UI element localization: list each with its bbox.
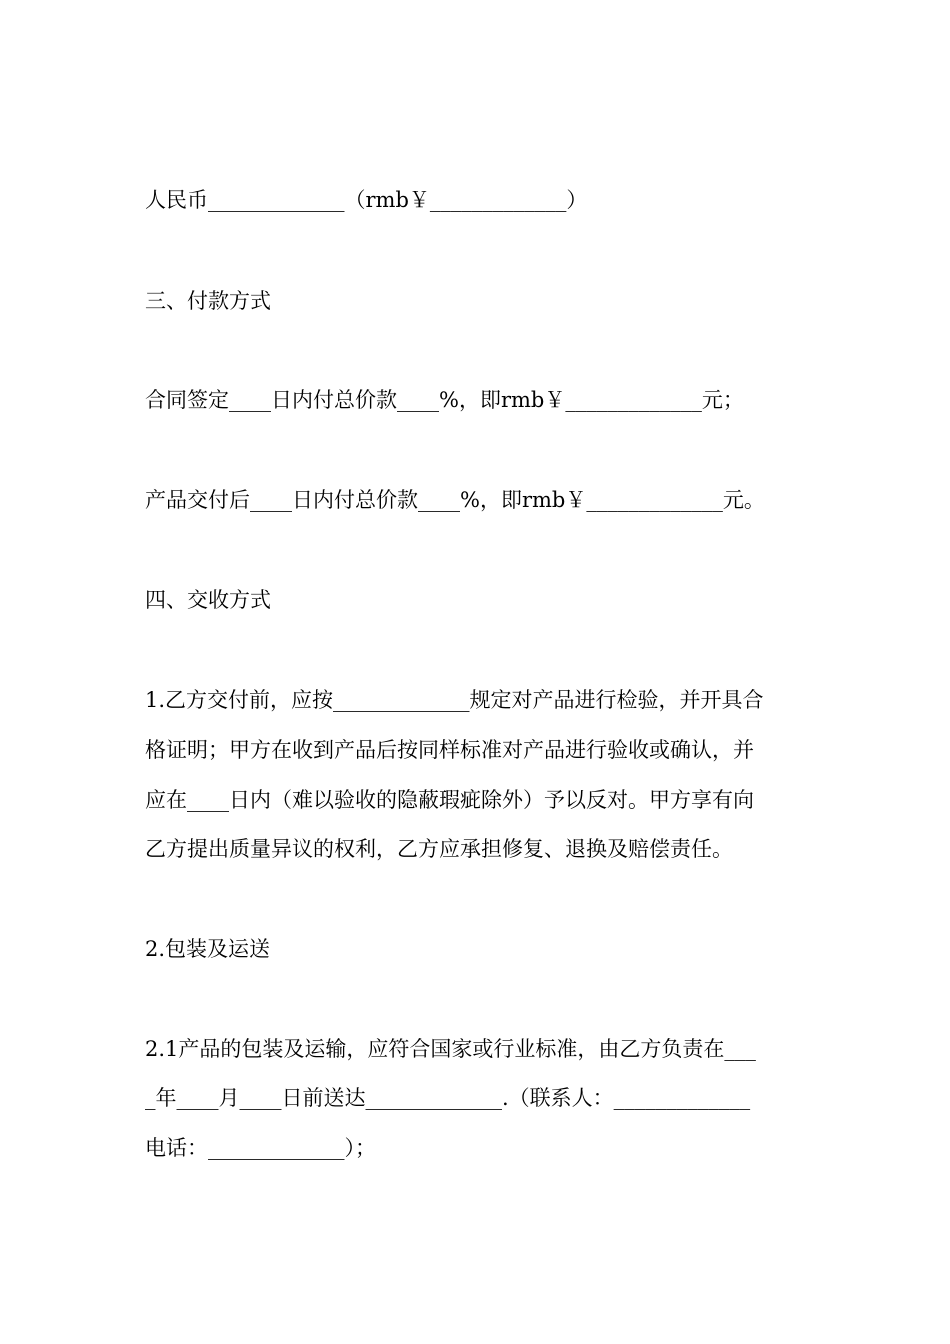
clause-1-line-4: 乙方提出质量异议的权利，乙方应承担修复、退换及赔偿责任。 [145, 837, 733, 861]
payment-term-line-2: 产品交付后____日内付总价款____%，即rmb￥_____________元。 [145, 488, 765, 512]
section-heading-delivery: 四、交收方式 [145, 588, 271, 612]
clause-2-1-line-3: 电话：_____________）； [145, 1136, 376, 1160]
clause-1-line-2: 格证明；甲方在收到产品后按同样标准对产品进行验收或确认，并 [145, 738, 754, 762]
clause-2-1-line-2: _年____月____日前送达_____________.（联系人：_____________ [145, 1086, 751, 1110]
clause-1-line-3: 应在____日内（难以验收的隐蔽瑕疵除外）予以反对。甲方享有向 [145, 788, 754, 812]
section-heading-payment: 三、付款方式 [145, 289, 271, 313]
clause-2-1-line-1: 2.1产品的包装及运输，应符合国家或行业标准，由乙方负责在___ [145, 1037, 756, 1061]
currency-amount-line: 人民币_____________（rmb￥_____________） [145, 188, 588, 212]
payment-term-line-1: 合同签定____日内付总价款____%，即rmb￥_____________元； [145, 388, 744, 412]
clause-2-heading: 2.包装及运送 [145, 937, 271, 961]
clause-1-line-1: 1.乙方交付前，应按_____________规定对产品进行检验，并开具合 [145, 688, 764, 712]
